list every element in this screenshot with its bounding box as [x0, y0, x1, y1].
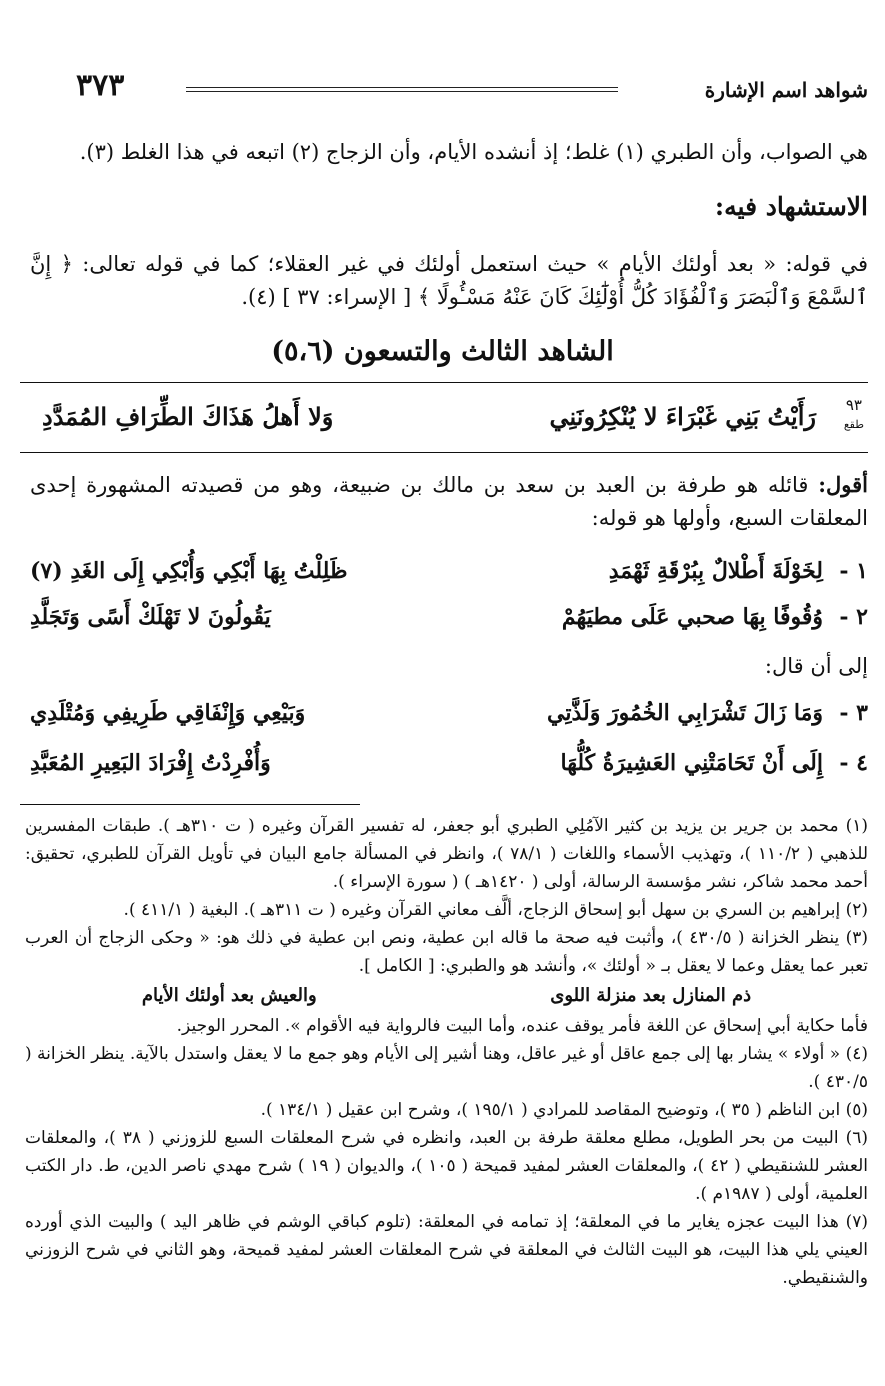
poem-first-hemistich: وُقُوفًا بِهَا صحبي عَلَى مطيَهُمْ — [561, 604, 823, 630]
poem-line-number: ٣ - — [839, 700, 868, 726]
poem-second-hemistich: ظَلِلْتُ بِهَا أَبْكِي وَأُبْكِي إِلَى الغَدِ (٧) — [30, 558, 348, 584]
poem-first-hemistich: وَمَا زَالَ تَشْرَابِي الخُمُورَ وَلَذَّتِي — [547, 700, 823, 726]
footnote-5: (٥) ابن الناظم ( ٣٥ )، وتوضيح المقاصد للمرادي ( ١٩٥/١ )، وشرح ابن عقيل ( ١٣٤/١ ). — [260, 1100, 868, 1120]
footnote-7: (٧) هذا البيت عجزه يغاير ما في المعلقة؛ إذ تمامه في المعلقة: (تلوم كباقي الوشم في ظاهر اليد ) والبيت الذي أورده العيني يلي هذا البيت، هو البيت الثالث في المعلقة في شرح المعلقات العشر لمفيد قميحة، وهو الثاني في شرح الزوزني والشنقيطي. — [25, 1212, 868, 1288]
verse-93 — [20, 394, 868, 444]
aqulu-text: قائله هو طرفة بن العبد بن سعد بن مالك بن ضبيعة، وهو من قصيدته المشهورة إحدى المعلقات السبع، وأولها هو قوله: — [30, 473, 868, 530]
istishhad-paragraph: في قوله: « بعد أولئك الأيام » حيث استعمل أولئك في غير العقلاء؛ كما في قوله تعالى: ﴿ إِنَّ ٱلسَّمْعَ وَٱلْبَصَرَ وَٱلْفُؤَادَ كُلُّ أُوْلَٰٓئِكَ كَانَ عَنْهُ مَسْـُٔولًا ﴾ [ الإسراء: ٣٧ ] (٤). — [30, 252, 868, 309]
poem-first-hemistich: إِلَى أَنْ تَحَامَتْنِي العَشِيرَةُ كُلُّهَا — [560, 750, 823, 776]
footnote-separator — [20, 804, 360, 805]
verse-top-rule — [20, 382, 868, 383]
poem-first-hemistich: لِخَوْلَةَ أَطْلالٌ بِبُرْقَةِ ثَهْمَدِ — [608, 558, 823, 584]
footnote-2: (٢) إبراهيم بن السري بن سهل أبو إسحاق الزجاج، ألَّف معاني القرآن وغيره ( ت ٣١١هـ ). البغية ( ٤١١/١ ). — [123, 900, 868, 920]
footnote-verse-second: والعيش بعد أولئك الأيام — [141, 985, 317, 1006]
aqulu-label: أقول: — [818, 472, 868, 497]
header-rule — [186, 87, 618, 92]
footnote-1: (١) محمد بن جرير بن يزيد بن كثير الآمُلِي الطبري أبو جعفر، له تفسير القرآن وغيره ( ت ٣١٠هـ ). طبقات المفسرين للذهبي ( ١١٠/٢ )، وتهذيب الأسماء واللغات ( ٧٨/١ )، وانظر في المسألة جامع البيان في تأويل القرآن للطبري، تحقيق: أحمد محمد شاكر، نشر مؤسسة الرسالة، أولى ( ١٤٢٠هـ ) ( سورة الإسراء ). — [25, 816, 869, 892]
aqulu-paragraph — [30, 468, 868, 535]
poem-line — [30, 556, 868, 596]
verse-bottom-rule — [20, 452, 868, 453]
footnote-3: (٣) ينظر الخزانة ( ٤٣٠/٥ )، وأثبت فيه صحة ما قاله ابن عطية، ونص ابن عطية في ذلك هو: « وحكى الزجاج أن العرب تعبر عما يعقل وعما لا يعقل بـ « أولئك »، وأنشد هو والطبري: [ الكامل ]. — [25, 928, 868, 976]
istishhad-heading: الاستشهاد فيه: — [714, 192, 868, 221]
footnote-3-verse — [25, 982, 868, 1010]
verse-number: ٩٣ — [845, 396, 862, 414]
footnote-verse-first: ذم المنازل بعد منزلة اللوى — [550, 985, 752, 1006]
intro-paragraph: هي الصواب، وأن الطبري (١) غلط؛ إذ أنشده الأيام، وأن الزجاج (٢) اتبعه في هذا الغلط (٣). — [79, 140, 868, 164]
poem-second-hemistich: وَبَيْعِي وَإِنْفَاقِي طَرِيفِي وَمُتْلَدِي — [30, 700, 306, 726]
verse-tag: طقع — [843, 418, 864, 431]
running-title: شواهد اسم الإشارة — [704, 78, 868, 102]
poem-second-hemistich: يَقُولُونَ لا تَهْلَكْ أَسًى وَتَجَلَّدِ — [30, 604, 271, 630]
footnote-3-end: فأما حكاية أبي إسحاق عن اللغة فأمر يوقف عنده، وأما البيت فالرواية فيه الأقوام ». المحرر الوجيز. — [176, 1016, 868, 1036]
footnote-6: (٦) البيت من بحر الطويل، مطلع معلقة طرفة بن العبد، وانظره في شرح المعلقات السبع للزوزني ( ٣٨ )، والمعلقات العشر للشنقيطي ( ٤٢ )، والمعلقات العشر لمفيد قميحة ( ١٠٥ )، والديوان ( ١٩ ) شرح مهدي ناصر الدين، ط. دار الكتب العلمية، أولى ( ١٩٨٧م ). — [25, 1128, 868, 1204]
ila-an-qal: إلى أن قال: — [764, 654, 868, 678]
shahid-heading: الشاهد الثالث والتسعون (٥،٦) — [271, 336, 614, 367]
verse-second-hemistich: وَلا أَهلُ هَذَاكَ الطِّرَافِ المُمَدَّدِ — [42, 402, 334, 431]
poem-line-number: ٤ - — [839, 750, 868, 776]
page-number: ٣٧٣ — [76, 68, 125, 103]
poem-line — [30, 748, 868, 788]
verse-first-hemistich: رَأَيْتُ بَنِي غَبْرَاءَ لا يُنْكِرُونَنِي — [549, 402, 816, 431]
poem-second-hemistich: وَأُفْرِدْتُ إِفْرَادَ البَعِيرِ المُعَبَّدِ — [30, 750, 271, 776]
poem-line — [30, 602, 868, 642]
page-header — [68, 60, 868, 104]
poem-line-number: ١ - — [839, 558, 868, 584]
poem-line — [30, 698, 868, 738]
footnote-4: (٤) « أولاء » يشار بها إلى جمع عاقل أو غير عاقل، وهنا أشير إلى الأيام وهو جمع ما لا يعقل واستدل بالآية. ينظر الخزانة ( ٤٣٠/٥ ). — [25, 1044, 868, 1092]
footnotes — [25, 812, 868, 1292]
poem-line-number: ٢ - — [839, 604, 868, 630]
